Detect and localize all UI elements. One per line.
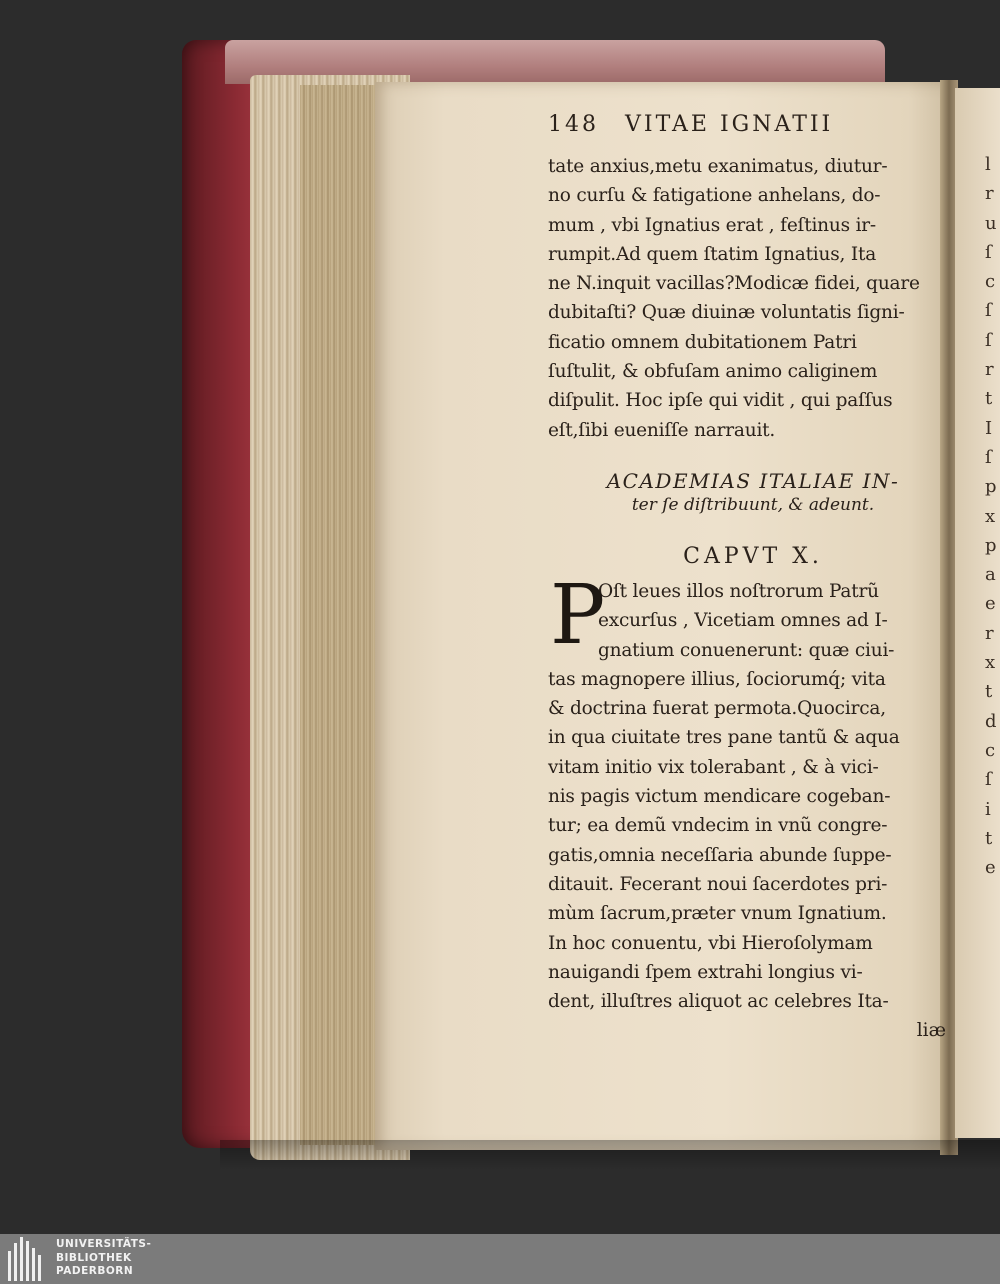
chapter-title: CAPVT X. — [683, 543, 823, 569]
facing-page-glyph: ſ — [985, 769, 992, 791]
chapter-opening — [548, 567, 958, 665]
facing-page-glyph: I — [985, 417, 993, 439]
text-line: diſpulit. Hoc ipſe qui vidit , qui paſſus — [548, 390, 893, 412]
running-head: VITAE IGNATII — [625, 112, 834, 137]
page-text — [548, 112, 958, 1045]
paragraph-body — [548, 665, 958, 1017]
text-line: eſt,ſibi eueniſſe narrauit. — [548, 419, 776, 441]
facing-page-glyph: l — [985, 154, 991, 175]
facing-page-glyph: c — [985, 271, 996, 293]
section-heading: ACADEMIAS ITALIAE IN- — [606, 468, 900, 493]
facing-page-glyph: ſ — [985, 446, 992, 468]
university-library-bars-logo-icon — [8, 1237, 48, 1281]
text-line: gnatium conuenerunt: quæ ciui- — [598, 639, 895, 661]
text-line: tur; ea demũ vndecim in vnũ congre- — [548, 815, 888, 837]
text-line: no curſu & fatigatione anhelans, do- — [548, 185, 881, 207]
facing-page-glyph: t — [985, 827, 993, 849]
paragraph-top — [548, 152, 958, 445]
facing-page-glyph: i — [985, 798, 991, 820]
facing-page-glyph: e — [985, 857, 996, 879]
text-line: Oſt leues illos noſtrorum Patrũ — [598, 580, 879, 602]
text-line: vitam initio vix tolerabant , & à vici- — [548, 756, 879, 778]
facing-page-glyph: x — [985, 505, 996, 527]
facing-page-glyph: ſ — [985, 329, 992, 351]
facing-page-glyph: ſ — [985, 241, 992, 263]
text-line: ſuſtulit, & obfuſam animo caliginem — [548, 361, 878, 383]
text-line: nauigandi ſpem extrahi longius vi- — [548, 961, 863, 983]
facing-page-glyph: p — [985, 534, 997, 556]
text-line: ditauit. Fecerant noui ſacerdotes pri- — [548, 873, 888, 895]
library-logo-text — [56, 1238, 151, 1279]
library-footer — [0, 1234, 1000, 1284]
bottom-shadow — [220, 1140, 1000, 1170]
page-number: 148 — [548, 112, 599, 137]
facing-page-glyph: t — [985, 388, 993, 410]
facing-page-text — [985, 150, 1000, 882]
facing-page-glyph: e — [985, 593, 996, 615]
facing-page-glyph: a — [985, 564, 996, 586]
logo-line: UNIVERSITÄTS- — [56, 1238, 152, 1250]
text-line: rumpit.Ad quem ſtatim Ignatius, Ita — [548, 243, 877, 265]
facing-page-glyph: r — [985, 622, 994, 644]
text-line: gatis,omnia neceſſaria abunde ſuppe- — [548, 844, 892, 866]
facing-page-glyph: ſ — [985, 300, 992, 322]
text-line: mum , vbi Ignatius erat , feſtinus ir- — [548, 214, 876, 236]
text-line: In hoc conuentu, vbi Hieroſolymam — [548, 932, 873, 954]
text-line: tate anxius,metu exanimatus, diutur- — [548, 156, 888, 177]
logo-line: PADERBORN — [56, 1265, 134, 1277]
facing-page-glyph: t — [985, 681, 993, 703]
text-line: mùm ſacrum,præter vnum Ignatium. — [548, 903, 887, 925]
text-line: nis pagis victum mendicare cogeban- — [548, 786, 891, 808]
facing-page-glyph: u — [985, 212, 997, 234]
text-line: in qua ciuitate tres pane tantũ & aqua — [548, 727, 900, 749]
facing-page-glyph: d — [985, 710, 997, 732]
logo-line: BIBLIOTHEK — [56, 1251, 132, 1264]
text-line: ficatio omnem dubitationem Patri — [548, 331, 857, 353]
catchword: liæ — [916, 1020, 946, 1042]
facing-page-glyph: r — [985, 183, 994, 205]
running-header — [548, 112, 958, 152]
drop-cap: P — [550, 567, 606, 663]
text-line: tas magnopere illius, ſociorumq́; vita — [548, 668, 886, 690]
text-line: excurſus , Vicetiam omnes ad I- — [598, 610, 888, 632]
text-line: dubitaſti? Quæ diuinæ voluntatis ſigni- — [548, 302, 905, 324]
text-line: ne N.inquit vacillas?Modicæ fidei, quare — [548, 273, 920, 295]
facing-page-glyph: r — [985, 359, 994, 381]
section-heading-continued: ter ſe diſtribuunt, & adeunt. — [631, 494, 875, 515]
text-line: & doctrina fuerat permota.Quocirca, — [548, 698, 886, 720]
text-line: dent, illuſtres aliquot ac celebres Ita- — [548, 991, 889, 1013]
facing-page-glyph: c — [985, 739, 996, 761]
facing-page-glyph: x — [985, 652, 996, 674]
facing-page-glyph: p — [985, 476, 997, 498]
